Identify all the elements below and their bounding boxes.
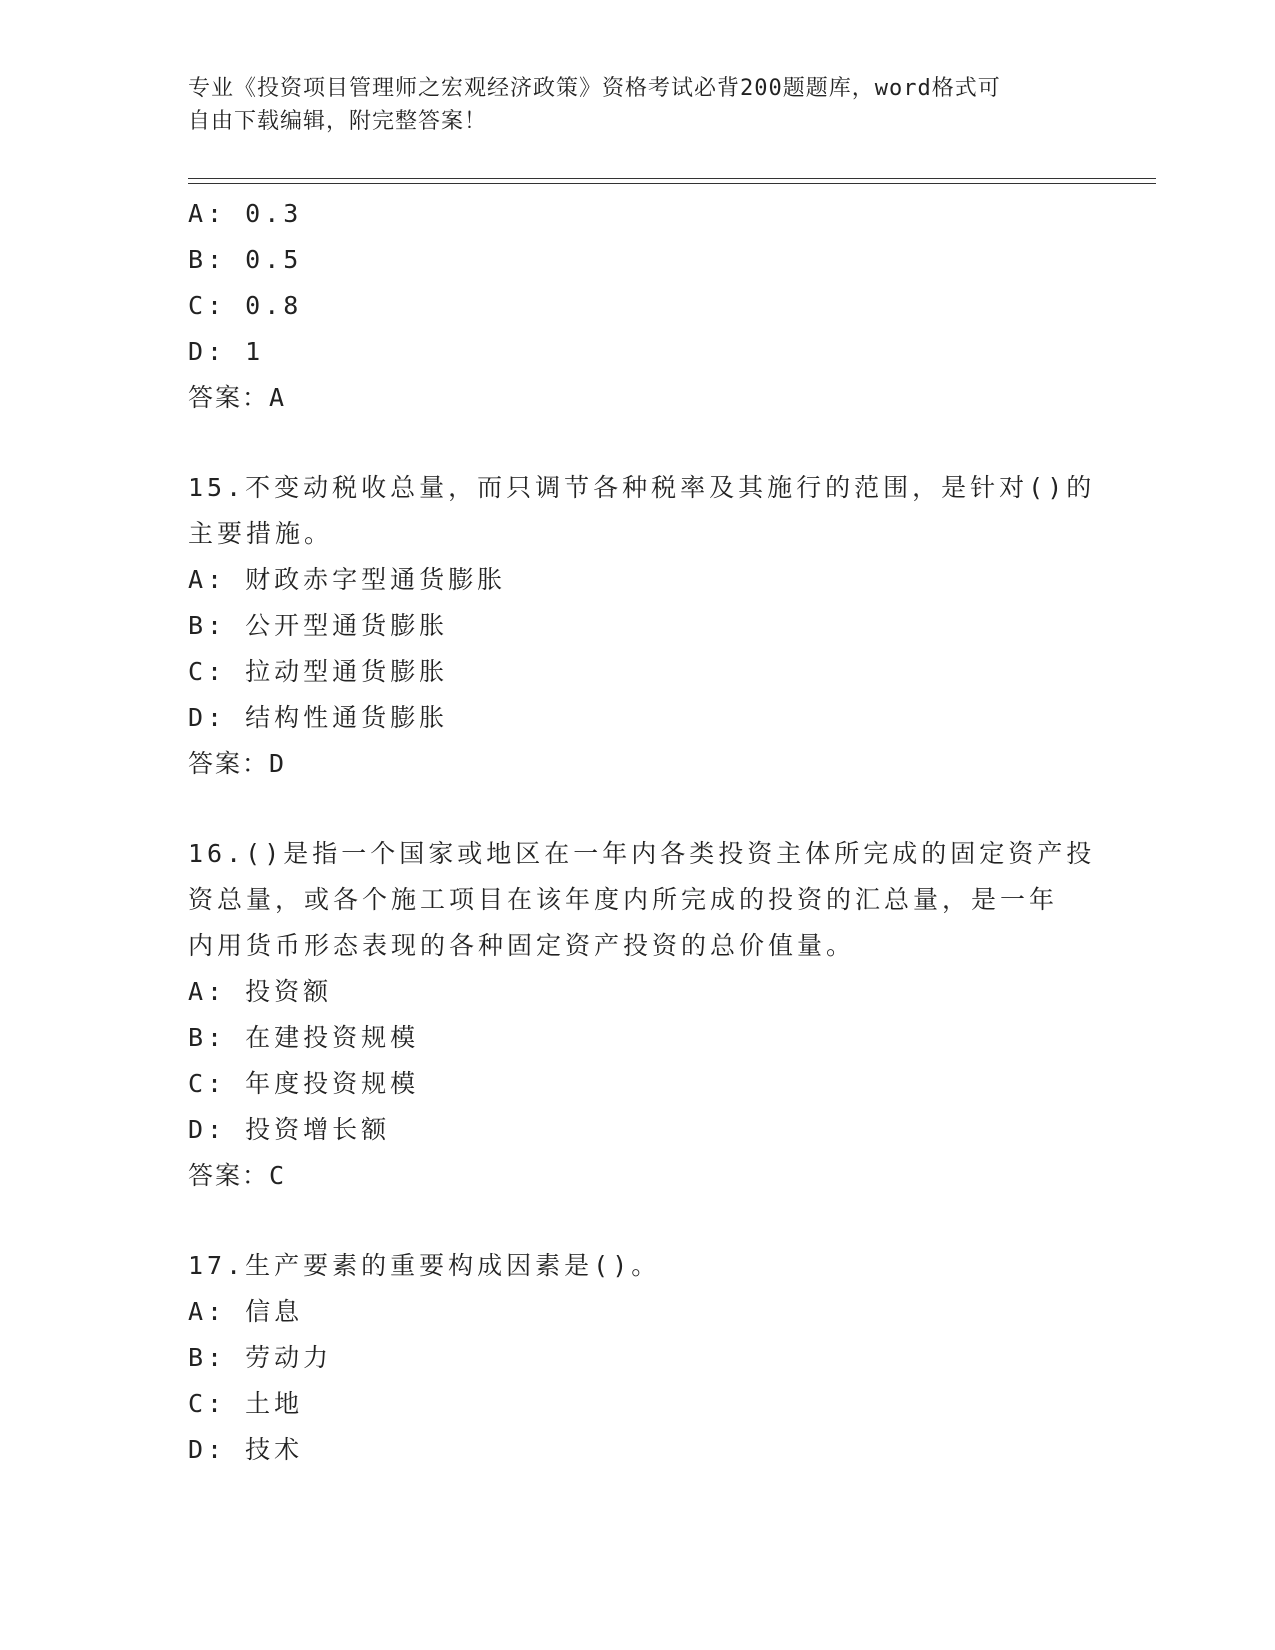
- option-b: B: 劳动力: [188, 1343, 333, 1372]
- option-c: C: 拉动型通货膨胀: [188, 657, 449, 686]
- question-text-line: 17.生产要素的重要构成因素是()。: [188, 1251, 661, 1280]
- option-b: B: 公开型通货膨胀: [188, 611, 449, 640]
- spacer: [188, 787, 1088, 831]
- question-14: [188, 191, 1088, 421]
- question-text-line: 16.()是指一个国家或地区在一年内各类投资主体所完成的固定资产投: [188, 839, 1096, 868]
- header-divider-bottom: [188, 183, 1156, 184]
- question-17: [188, 1243, 1088, 1473]
- option-d: D: 技术: [188, 1435, 304, 1464]
- header-line-1: 专业《投资项目管理师之宏观经济政策》资格考试必背200题题库，word格式可: [188, 76, 1001, 101]
- question-text-line: 主要措施。: [188, 519, 334, 548]
- header-line-2: 自由下载编辑，附完整答案！: [188, 109, 488, 134]
- spacer: [188, 421, 1088, 465]
- option-d: D: 1: [188, 337, 265, 366]
- option-c: C: 年度投资规模: [188, 1069, 420, 1098]
- question-16: [188, 831, 1096, 1199]
- option-a: A: 投资额: [188, 977, 333, 1006]
- answer: 答案：C: [188, 1161, 287, 1190]
- option-c: C: 0.8: [188, 291, 303, 320]
- answer: 答案：A: [188, 383, 287, 412]
- option-d: D: 结构性通货膨胀: [188, 703, 449, 732]
- document-header: [188, 72, 1068, 138]
- header-divider-top: [188, 178, 1156, 179]
- question-content: [188, 191, 1096, 1473]
- option-c: C: 土地: [188, 1389, 304, 1418]
- question-15: [188, 465, 1096, 787]
- option-a: A: 信息: [188, 1297, 304, 1326]
- option-b: B: 0.5: [188, 245, 303, 274]
- option-b: B: 在建投资规模: [188, 1023, 420, 1052]
- option-d: D: 投资增长额: [188, 1115, 391, 1144]
- question-text-line: 15.不变动税收总量，而只调节各种税率及其施行的范围，是针对()的: [188, 473, 1096, 502]
- question-text-line: 内用货币形态表现的各种固定资产投资的总价值量。: [188, 931, 856, 960]
- spacer: [188, 1199, 1088, 1243]
- answer: 答案：D: [188, 749, 287, 778]
- option-a: A: 0.3: [188, 199, 303, 228]
- option-a: A: 财政赤字型通货膨胀: [188, 565, 507, 594]
- question-text-line: 资总量，或各个施工项目在该年度内所完成的投资的汇总量，是一年: [188, 885, 1059, 914]
